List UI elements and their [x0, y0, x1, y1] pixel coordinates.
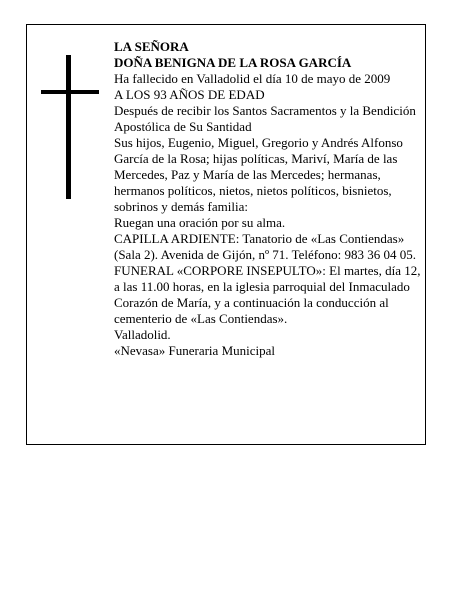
death-statement: Ha fallecido en Valladolid el día 10 de mayo de 2009: [114, 71, 391, 86]
family-statement: Sus hijos, Eugenio, Miguel, Gregorio y Andrés Alfonso García de la Rosa; hijas políticas, Mariví, María de las Mercedes, Paz y María de las Mercedes; hermanas, hermanos políticos, nietos, nietos políticos, bisnietos, sobrinos y demás familia:: [114, 135, 403, 214]
obituary-notice: [26, 24, 426, 445]
city-name: Valladolid.: [114, 327, 171, 342]
sacraments-statement: Después de recibir los Santos Sacramentos y la Bendición Apostólica de Su Santidad: [114, 103, 416, 134]
funeral-home: «Nevasa» Funeraria Municipal: [114, 343, 276, 358]
notice-title: LA SEÑORA: [114, 39, 189, 54]
cross-horizontal-bar: [41, 90, 99, 94]
chapel-details: CAPILLA ARDIENTE: Tanatorio de «Las Contiendas» (Sala 2). Avenida de Gijón, nº 71. Teléfono: 983 36 04 05.: [114, 231, 416, 262]
funeral-details: FUNERAL «CORPORE INSEPULTO»: El martes, día 12, a las 11.00 horas, en la iglesia parroquial del Inmaculado Corazón de María, y a continuación la conducción al cementerio de «Las Contiendas».: [114, 263, 421, 326]
prayer-request: Ruegan una oración por su alma.: [114, 215, 286, 230]
age-statement: A LOS 93 AÑOS DE EDAD: [114, 87, 265, 102]
deceased-name: DOÑA BENIGNA DE LA ROSA GARCÍA: [114, 55, 352, 70]
notice-text: [114, 39, 426, 359]
latin-cross-icon: [41, 55, 99, 199]
cross-vertical-bar: [66, 55, 71, 199]
